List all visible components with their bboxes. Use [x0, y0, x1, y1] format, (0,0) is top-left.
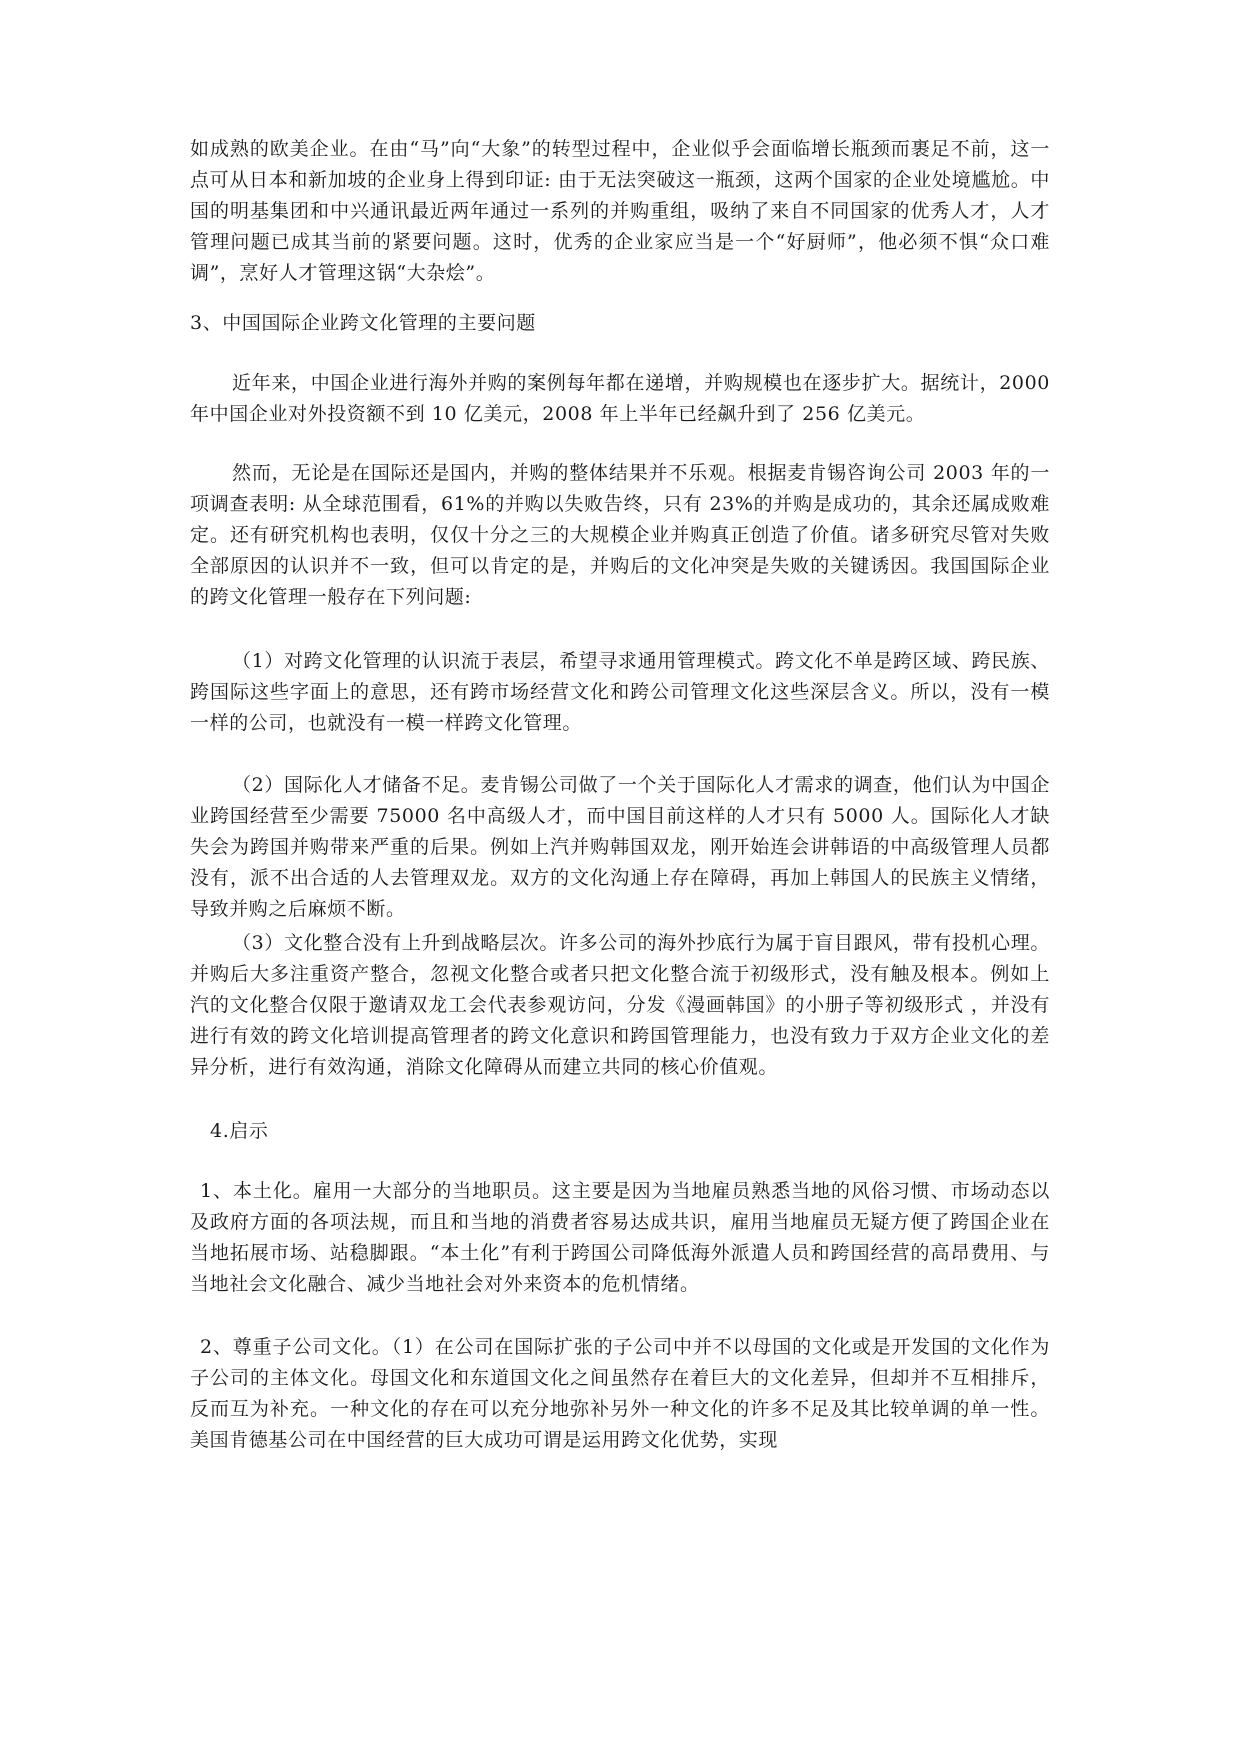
paragraph-merger-results: 然而，无论是在国际还是国内，并购的整体结果并不乐观。根据麦肯锡咨询公司 2003 年的一项调查表明: 从全球范围看，61%的并购以失败告终，只有 23%的并购是成功的，其余还属成败难定。还有研究机构也表明，仅仅十分之三的大规模企业并购真正创造了价值。诸多研究尽管对失败全部原因的认识并不一致，但可以肯定的是，并购后的文化冲突是失败的关键诱因。我国国际企业的跨文化管理一般存在下列问题: — [190, 462, 1050, 608]
paragraph-localization: 1、本土化。雇用一大部分的当地职员。这主要是因为当地雇员熟悉当地的风俗习惯、市场动态以及政府方面的各项法规，而且和当地的消费者容易达成共识，雇用当地雇员无疑方便了跨国企业在当地拓展市场、站稳脚跟。“本土化”有利于跨国公司降低海外派遣人员和跨国经营的高昂费用、与当地社会文化融合、减少当地社会对外来资本的危机情绪。 — [190, 1180, 1050, 1295]
paragraph-overseas-mergers: 近年来，中国企业进行海外并购的案例每年都在递增，并购规模也在逐步扩大。据统计，2000 年中国企业对外投资额不到 10 亿美元，2008 年上半年已经飙升到了 256 亿美元。 — [190, 372, 1050, 425]
paragraph-problem-3: （3）文化整合没有上升到战略层次。许多公司的海外抄底行为属于盲目跟风，带有投机心理。并购后大多注重资产整合，忽视文化整合或者只把文化整合流于初级形式，没有触及根本。例如上汽的文化整合仅限于邀请双龙工会代表参观访问，分发《漫画韩国》的小册子等初级形式 ，并没有进行有效的跨文化培训提高管理者的跨文化意识和跨国管理能力，也没有致力于双方企业文化的差异分析，进行有效沟通，消除文化障碍从而建立共同的核心价值观。 — [190, 932, 1050, 1078]
paragraph-talent-management: 如成熟的欧美企业。在由“马”向“大象”的转型过程中，企业似乎会面临增长瓶颈而裹足不前，这一点可从日本和新加坡的企业身上得到印证: 由于无法突破这一瓶颈，这两个国家的企业处境尴尬。中国的明基集团和中兴通讯最近两年通过一系列的并购重组，吸纳了来自不同国家的优秀人才，人才管理问题已成其当前的紧要问题。这时，优秀的企业家应当是一个“好厨师”，他必须不惧“众口难调”，烹好人才管理这锅“大杂烩”。 — [190, 138, 1050, 284]
section-heading-3: 3、中国国际企业跨文化管理的主要问题 — [190, 312, 536, 334]
section-heading-4: 4.启示 — [210, 1120, 269, 1142]
paragraph-problem-1: （1）对跨文化管理的认识流于表层，希望寻求通用管理模式。跨文化不单是跨区域、跨民族、跨国际这些字面上的意思，还有跨市场经营文化和跨公司管理文化这些深层含义。所以，没有一模一样的公司，也就没有一模一样跨文化管理。 — [190, 650, 1050, 734]
paragraph-problem-2: （2）国际化人才储备不足。麦肯锡公司做了一个关于国际化人才需求的调查，他们认为中国企业跨国经营至少需要 75000 名中高级人才，而中国目前这样的人才只有 5000 人。国际化人才缺失会为跨国并购带来严重的后果。例如上汽并购韩国双龙，刚开始连会讲韩语的中高级管理人员都没有，派不出合适的人去管理双龙。双方的文化沟通上存在障碍，再加上韩国人的民族主义情绪，导致并购之后麻烦不断。 — [190, 774, 1050, 920]
paragraph-respect-subsidiary-culture: 2、尊重子公司文化。（1）在公司在国际扩张的子公司中并不以母国的文化或是开发国的文化作为子公司的主体文化。母国文化和东道国文化之间虽然存在着巨大的文化差异，但却并不互相排斥，反而互为补充。一种文化的存在可以充分地弥补另外一种文化的许多不足及其比较单调的单一性。美国肯德基公司在中国经营的巨大成功可谓是运用跨文化优势，实现 — [190, 1336, 1050, 1451]
